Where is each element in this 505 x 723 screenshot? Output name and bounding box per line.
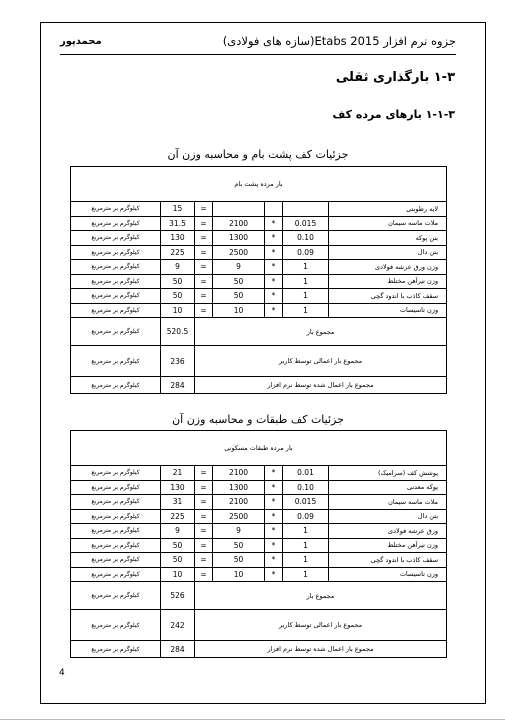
page-header — [60, 34, 456, 54]
total-value: 284 — [161, 377, 195, 394]
thickness-cell: 1 — [283, 538, 329, 553]
thickness-cell: 1 — [283, 303, 329, 318]
density-cell: 10 — [213, 303, 265, 318]
table-row — [71, 509, 447, 524]
layer-label: پوشش کف (سرامیک) — [329, 466, 447, 481]
equals-cell: = — [195, 567, 213, 582]
multiply-cell: * — [265, 245, 283, 260]
unit-cell: کیلوگرم بر مترمربع — [71, 274, 161, 289]
density-cell: 10 — [213, 567, 265, 582]
value-cell: 31.5 — [161, 216, 195, 231]
table-row — [71, 216, 447, 231]
layer-label: وزن تیرآهن مختلط — [329, 538, 447, 553]
value-cell: 31 — [161, 495, 195, 510]
thickness-cell: 1 — [283, 274, 329, 289]
header-author: محمدپور — [60, 36, 102, 47]
table-row — [71, 466, 447, 481]
table-row — [71, 231, 447, 246]
multiply-cell: * — [265, 495, 283, 510]
total-label: مجموع بار اعمال شده توسط نرم افزار — [195, 377, 447, 394]
unit-cell: کیلوگرم بر مترمربع — [71, 260, 161, 275]
thickness-cell: 0.10 — [283, 231, 329, 246]
thickness-cell: 0.015 — [283, 495, 329, 510]
layer-label: ورق عرشه فولادی — [329, 524, 447, 539]
total-row — [71, 346, 447, 377]
layer-label: وزن تاسیسات — [329, 303, 447, 318]
value-cell: 50 — [161, 274, 195, 289]
equals-cell: = — [195, 231, 213, 246]
total-value: 236 — [161, 346, 195, 377]
table-row — [71, 260, 447, 275]
density-cell: 2100 — [213, 495, 265, 510]
value-cell: 50 — [161, 538, 195, 553]
total-row — [71, 318, 447, 346]
density-cell: 2100 — [213, 466, 265, 481]
unit-cell: کیلوگرم بر مترمربع — [71, 216, 161, 231]
thickness-cell: 1 — [283, 289, 329, 304]
thickness-cell: 1 — [283, 553, 329, 568]
equals-cell: = — [195, 216, 213, 231]
total-row — [71, 610, 447, 641]
unit-cell: کیلوگرم بر مترمربع — [71, 610, 161, 641]
value-cell: 15 — [161, 202, 195, 217]
thickness-cell: 0.09 — [283, 245, 329, 260]
value-cell: 9 — [161, 524, 195, 539]
value-cell: 50 — [161, 289, 195, 304]
table-caption-roof: جزئیات کف پشت بام و محاسبه وزن آن — [167, 148, 349, 161]
equals-cell: = — [195, 245, 213, 260]
layer-label: وزن تاسیسات — [329, 567, 447, 582]
subsection-heading: ۱-۱-۳ بارهای مرده کف — [332, 108, 455, 121]
multiply-cell: * — [265, 524, 283, 539]
total-row — [71, 582, 447, 610]
unit-cell: کیلوگرم بر مترمربع — [71, 202, 161, 217]
multiply-cell: * — [265, 303, 283, 318]
unit-cell: کیلوگرم بر مترمربع — [71, 377, 161, 394]
thickness-cell: 0.10 — [283, 480, 329, 495]
thickness-cell: 1 — [283, 260, 329, 275]
value-cell: 225 — [161, 509, 195, 524]
total-label: مجموع بار اعمالی توسط کاربر — [195, 346, 447, 377]
thickness-cell: 1 — [283, 567, 329, 582]
value-cell: 130 — [161, 231, 195, 246]
density-cell: 50 — [213, 274, 265, 289]
table-title-row — [71, 167, 447, 202]
value-cell: 130 — [161, 480, 195, 495]
layer-label: ملات ماسه سیمان — [329, 216, 447, 231]
table-title-row — [71, 431, 447, 466]
thickness-cell: 0.01 — [283, 466, 329, 481]
total-value: 526 — [161, 582, 195, 610]
unit-cell: کیلوگرم بر مترمربع — [71, 524, 161, 539]
unit-cell: کیلوگرم بر مترمربع — [71, 466, 161, 481]
equals-cell: = — [195, 202, 213, 217]
total-row — [71, 377, 447, 394]
value-cell: 225 — [161, 245, 195, 260]
layer-label: وزن ورق عرشه فولادی — [329, 260, 447, 275]
multiply-cell — [265, 202, 283, 217]
equals-cell: = — [195, 524, 213, 539]
total-value: 520.5 — [161, 318, 195, 346]
unit-cell: کیلوگرم بر مترمربع — [71, 641, 161, 658]
table-row — [71, 567, 447, 582]
multiply-cell: * — [265, 274, 283, 289]
unit-cell: کیلوگرم بر مترمربع — [71, 538, 161, 553]
table-row — [71, 202, 447, 217]
table-row — [71, 274, 447, 289]
equals-cell: = — [195, 495, 213, 510]
multiply-cell: * — [265, 231, 283, 246]
multiply-cell: * — [265, 538, 283, 553]
multiply-cell: * — [265, 289, 283, 304]
total-label: مجموع بار — [195, 318, 447, 346]
table-title: بار مرده طبقات مسکونی — [71, 431, 447, 466]
total-label: مجموع بار اعمال شده توسط نرم افزار — [195, 641, 447, 658]
equals-cell: = — [195, 466, 213, 481]
thickness-cell — [283, 202, 329, 217]
total-row — [71, 641, 447, 658]
multiply-cell: * — [265, 553, 283, 568]
layer-label: بتن دال — [329, 509, 447, 524]
unit-cell: کیلوگرم بر مترمربع — [71, 567, 161, 582]
total-label: مجموع بار — [195, 582, 447, 610]
density-cell: 9 — [213, 524, 265, 539]
total-value: 242 — [161, 610, 195, 641]
bottom-rule — [0, 719, 505, 720]
unit-cell: کیلوگرم بر مترمربع — [71, 553, 161, 568]
multiply-cell: * — [265, 260, 283, 275]
equals-cell: = — [195, 509, 213, 524]
multiply-cell: * — [265, 480, 283, 495]
thickness-cell: 0.015 — [283, 216, 329, 231]
multiply-cell: * — [265, 567, 283, 582]
total-label: مجموع بار اعمالی توسط کاربر — [195, 610, 447, 641]
table-row — [71, 480, 447, 495]
density-cell: 1300 — [213, 480, 265, 495]
equals-cell: = — [195, 289, 213, 304]
equals-cell: = — [195, 260, 213, 275]
density-cell: 2500 — [213, 245, 265, 260]
thickness-cell: 0.09 — [283, 509, 329, 524]
density-cell: 1300 — [213, 231, 265, 246]
unit-cell: کیلوگرم بر مترمربع — [71, 303, 161, 318]
table-title: بار مرده پشت بام — [71, 167, 447, 202]
total-value: 284 — [161, 641, 195, 658]
table-row — [71, 245, 447, 260]
layer-label: لایه رطوبتی — [329, 202, 447, 217]
value-cell: 50 — [161, 553, 195, 568]
unit-cell: کیلوگرم بر مترمربع — [71, 495, 161, 510]
unit-cell: کیلوگرم بر مترمربع — [71, 509, 161, 524]
unit-cell: کیلوگرم بر مترمربع — [71, 480, 161, 495]
equals-cell: = — [195, 538, 213, 553]
unit-cell: کیلوگرم بر مترمربع — [71, 582, 161, 610]
density-cell: 50 — [213, 289, 265, 304]
table-row — [71, 495, 447, 510]
layer-label: بتن دال — [329, 245, 447, 260]
layer-label: ملات ماسه سیمان — [329, 495, 447, 510]
value-cell: 9 — [161, 260, 195, 275]
table-row — [71, 524, 447, 539]
roof-dead-load-table — [70, 166, 447, 394]
unit-cell: کیلوگرم بر مترمربع — [71, 245, 161, 260]
table-row — [71, 553, 447, 568]
multiply-cell: * — [265, 466, 283, 481]
header-divider — [60, 54, 456, 55]
density-cell: 2500 — [213, 509, 265, 524]
multiply-cell: * — [265, 216, 283, 231]
table-row — [71, 289, 447, 304]
value-cell: 10 — [161, 567, 195, 582]
section-heading: ۱-۳ بارگذاری ثقلی — [335, 70, 455, 85]
floor-dead-load-table — [70, 430, 447, 658]
equals-cell: = — [195, 274, 213, 289]
density-cell: 9 — [213, 260, 265, 275]
thickness-cell: 1 — [283, 524, 329, 539]
equals-cell: = — [195, 553, 213, 568]
layer-label: بتن پوکه — [329, 231, 447, 246]
table-caption-floors: جزئیات کف طبقات و محاسبه وزن آن — [172, 413, 344, 426]
header-title: جزوه نرم افزار Etabs 2015(سازه های فولادی) — [222, 34, 456, 48]
table-row — [71, 303, 447, 318]
layer-label: پوکه معدنی — [329, 480, 447, 495]
density-cell — [213, 202, 265, 217]
unit-cell: کیلوگرم بر مترمربع — [71, 289, 161, 304]
page-number: 4 — [59, 668, 65, 678]
layer-label: سقف کاذب با اندود گچی — [329, 553, 447, 568]
value-cell: 21 — [161, 466, 195, 481]
multiply-cell: * — [265, 509, 283, 524]
unit-cell: کیلوگرم بر مترمربع — [71, 346, 161, 377]
value-cell: 10 — [161, 303, 195, 318]
unit-cell: کیلوگرم بر مترمربع — [71, 318, 161, 346]
equals-cell: = — [195, 303, 213, 318]
layer-label: سقف کاذب با اندود گچی — [329, 289, 447, 304]
density-cell: 50 — [213, 538, 265, 553]
density-cell: 2100 — [213, 216, 265, 231]
density-cell: 50 — [213, 553, 265, 568]
equals-cell: = — [195, 480, 213, 495]
table-row — [71, 538, 447, 553]
layer-label: وزن تیرآهن مختلط — [329, 274, 447, 289]
unit-cell: کیلوگرم بر مترمربع — [71, 231, 161, 246]
